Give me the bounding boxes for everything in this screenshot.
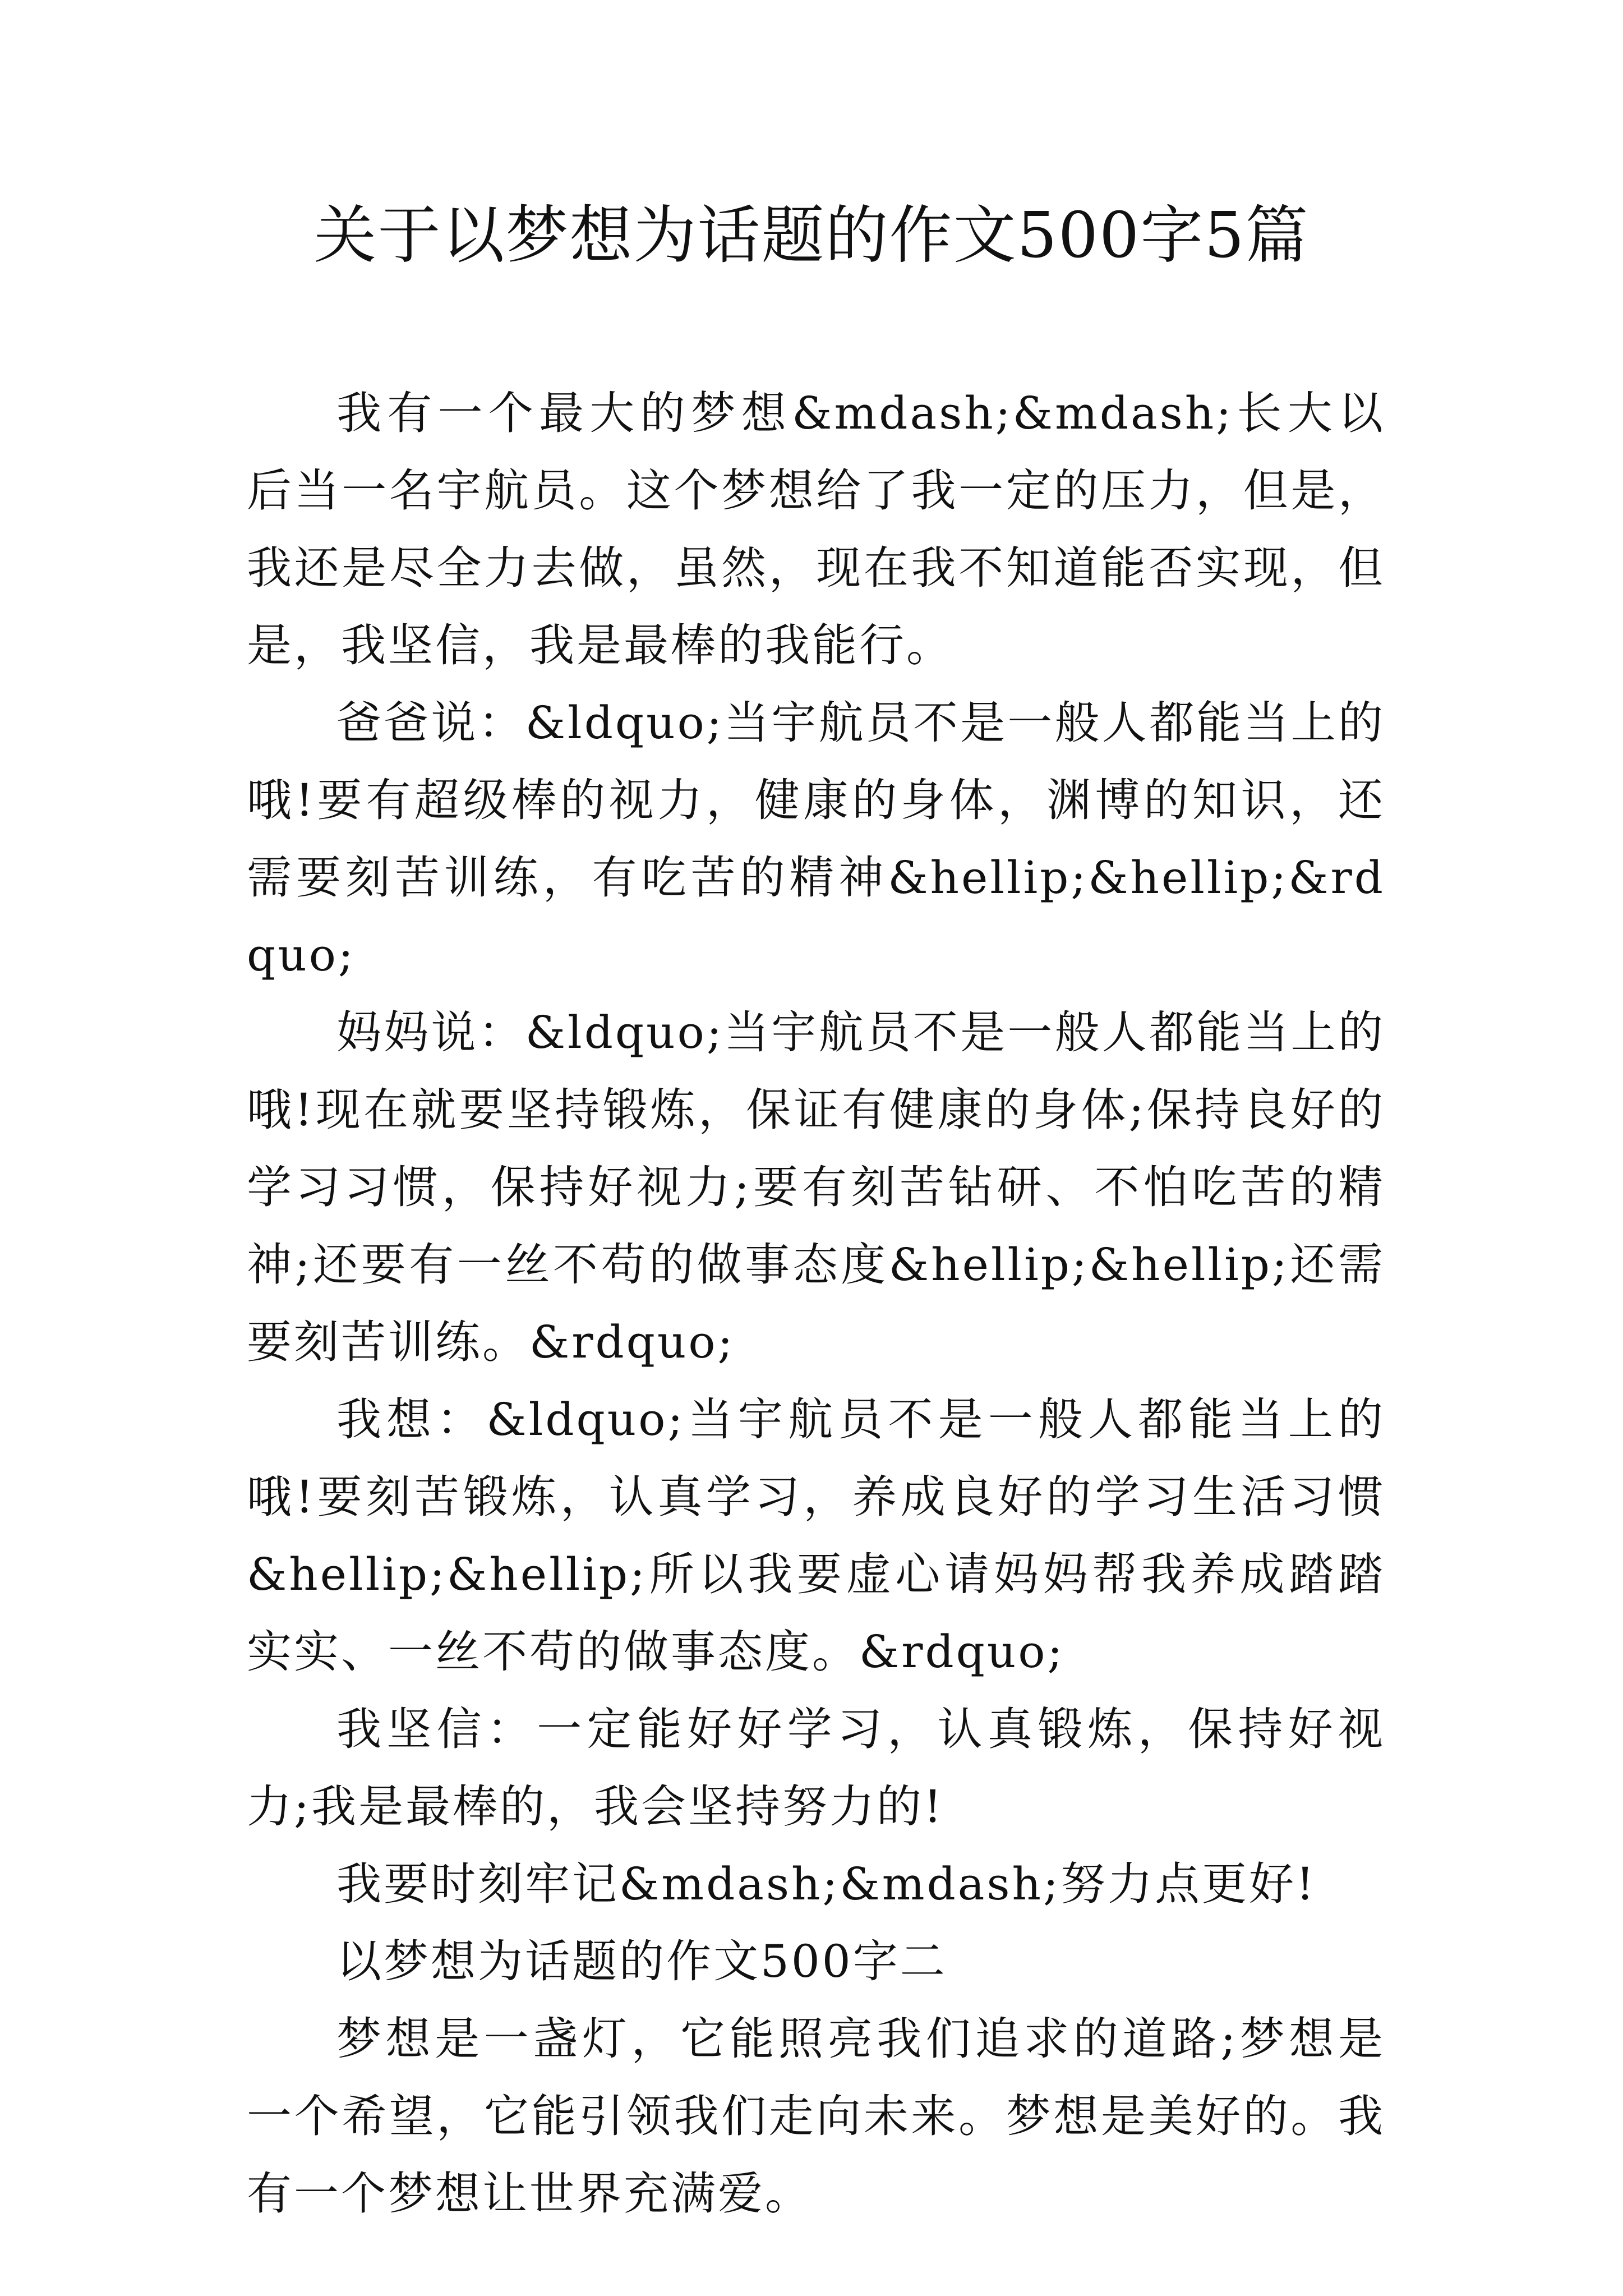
document-body xyxy=(247,375,1385,2233)
paragraph-i-believe: 我坚信：一定能好好学习，认真锻炼，保持好视力;我是最棒的，我会坚持努力的! xyxy=(247,1703,1385,1833)
paragraph-dream-astronaut: 我有一个最大的梦想&mdash;&mdash;长大以后当一名宇航员。这个梦想给了我一定的压力，但是，我还是尽全力去做，虽然，现在我不知道能否实现，但是，我坚信，我是最棒的我能行。 xyxy=(247,387,1385,671)
document-title: 关于以梦想为话题的作文500字5篇 xyxy=(313,199,1310,272)
paragraph-mother-says: 妈妈说：&ldquo;当宇航员不是一般人都能当上的哦!现在就要坚持锻炼，保证有健康的身体;保持良好的学习习惯，保持好视力;要有刻苦钻研、不怕吃苦的精神;还要有一丝不苟的做事态度&hellip;&hellip;还需要刻苦训练。&rdquo; xyxy=(247,1006,1385,1368)
paragraph-dream-is-a-lamp: 梦想是一盏灯，它能照亮我们追求的道路;梦想是一个希望，它能引领我们走向未来。梦想是美好的。我有一个梦想让世界充满爱。 xyxy=(247,2013,1385,2220)
paragraph-remember: 我要时刻牢记&mdash;&mdash;努力点更好! xyxy=(336,1858,1317,1910)
paragraph-i-think: 我想：&ldquo;当宇航员不是一般人都能当上的哦!要刻苦锻炼，认真学习，养成良好的学习生活习惯&hellip;&hellip;所以我要虚心请妈妈帮我养成踏踏实实、一丝不苟的做事态度。&rdquo; xyxy=(247,1393,1385,1678)
paragraph-father-says: 爸爸说：&ldquo;当宇航员不是一般人都能当上的哦!要有超级棒的视力，健康的身体，渊博的知识，还需要刻苦训练，有吃苦的精神&hellip;&hellip;&rdquo; xyxy=(247,697,1385,981)
essay-two-heading: 以梦想为话题的作文500字二 xyxy=(336,1935,947,1987)
